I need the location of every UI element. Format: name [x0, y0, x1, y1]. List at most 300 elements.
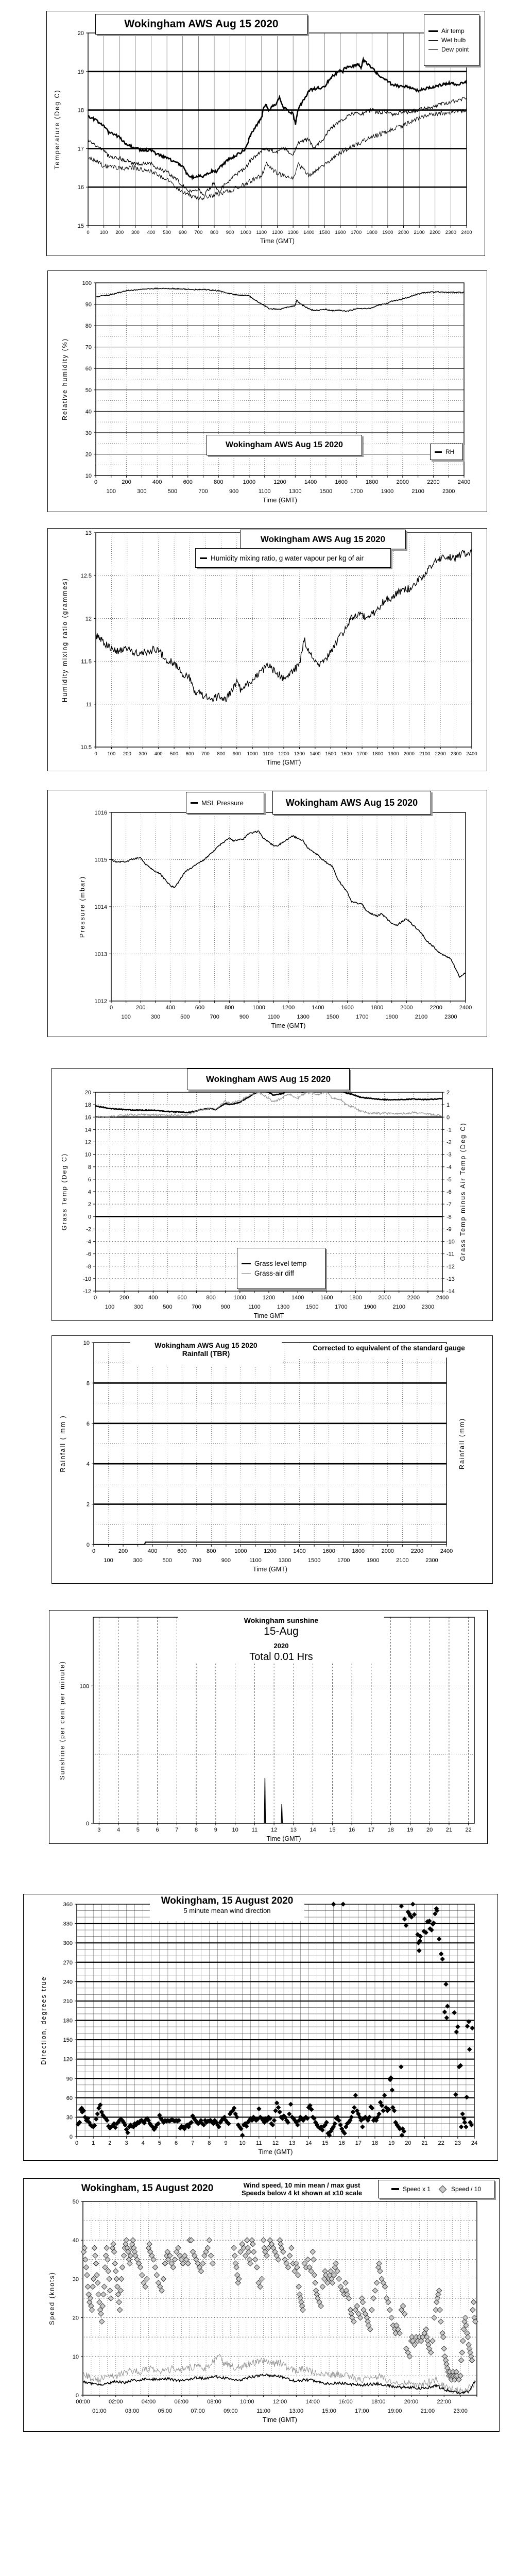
svg-text:-11: -11 [447, 1251, 455, 1258]
svg-text:90: 90 [85, 301, 92, 308]
svg-text:Time GMT: Time GMT [253, 1312, 284, 1319]
svg-text:1200: 1200 [262, 1295, 276, 1301]
chart-press-legend [186, 792, 264, 814]
svg-text:1600: 1600 [341, 751, 352, 757]
svg-text:2400: 2400 [436, 1295, 449, 1301]
svg-text:1900: 1900 [385, 1014, 398, 1020]
svg-text:2000: 2000 [403, 751, 415, 757]
svg-text:400: 400 [147, 1548, 158, 1554]
svg-text:-10: -10 [447, 1239, 455, 1245]
svg-text:1800: 1800 [372, 751, 384, 757]
svg-text:Sunshine (per cent per minute): Sunshine (per cent per minute) [59, 1660, 66, 1780]
svg-text:-6: -6 [86, 1251, 91, 1258]
svg-text:0: 0 [92, 1548, 96, 1554]
svg-text:800: 800 [207, 1548, 216, 1554]
svg-text:20: 20 [77, 30, 84, 37]
svg-text:10:00: 10:00 [239, 2399, 254, 2405]
svg-text:2300: 2300 [421, 1304, 435, 1310]
legend-item-grass-temp [237, 1259, 325, 1268]
svg-text:18: 18 [371, 2140, 379, 2146]
svg-text:20:00: 20:00 [404, 2399, 419, 2405]
svg-text:15: 15 [322, 2140, 329, 2146]
svg-text:700: 700 [192, 1557, 201, 1564]
svg-text:18: 18 [84, 1102, 91, 1109]
chart-rain-note-text: Corrected to equivalent of the standard gauge [313, 1344, 465, 1352]
svg-text:2200: 2200 [407, 1295, 420, 1301]
svg-text:-12: -12 [83, 1289, 91, 1295]
svg-text:200: 200 [115, 230, 124, 235]
svg-text:18: 18 [387, 1827, 394, 1833]
legend-label-speed-div10: Speed / 10 [451, 2185, 482, 2193]
svg-text:16: 16 [84, 1114, 91, 1121]
svg-text:1400: 1400 [291, 1295, 304, 1301]
svg-text:08:00: 08:00 [207, 2399, 221, 2405]
svg-text:0: 0 [87, 230, 90, 235]
svg-text:20: 20 [426, 1827, 433, 1833]
svg-text:120: 120 [63, 2056, 73, 2063]
svg-text:-9: -9 [447, 1226, 452, 1233]
svg-text:-8: -8 [86, 1263, 91, 1270]
svg-text:900: 900 [239, 1014, 249, 1020]
svg-text:800: 800 [206, 1295, 216, 1301]
legend-item-wet-bulb [424, 36, 479, 45]
svg-text:2300: 2300 [442, 488, 455, 495]
svg-text:06:00: 06:00 [174, 2399, 189, 2405]
svg-text:5: 5 [136, 1827, 140, 1833]
svg-text:12: 12 [270, 1827, 278, 1833]
svg-text:200: 200 [136, 1005, 146, 1011]
svg-text:4: 4 [117, 1827, 121, 1833]
svg-text:14: 14 [305, 2140, 312, 2146]
svg-text:-12: -12 [447, 1263, 455, 1270]
chart-rain-title: Wokingham AWS Aug 15 2020 [154, 1341, 258, 1349]
svg-text:700: 700 [201, 751, 210, 757]
svg-text:19: 19 [388, 2140, 395, 2146]
svg-text:1800: 1800 [366, 479, 379, 485]
chart-temperature-title-box [95, 14, 307, 35]
svg-text:0: 0 [447, 1114, 450, 1121]
svg-text:1100: 1100 [263, 751, 273, 757]
svg-text:Relative humidity (%): Relative humidity (%) [61, 337, 68, 421]
grass-diff-line-swatch [242, 1273, 251, 1274]
svg-text:23:00: 23:00 [453, 2408, 468, 2414]
svg-text:02:00: 02:00 [108, 2399, 123, 2405]
svg-text:1100: 1100 [256, 230, 267, 235]
svg-text:1000: 1000 [233, 1295, 247, 1301]
chart-rainfall [52, 1335, 493, 1584]
svg-text:300: 300 [137, 488, 147, 495]
chart-wdir-subtitle: 5 minute mean wind direction [183, 1907, 271, 1914]
svg-text:-5: -5 [447, 1176, 452, 1183]
svg-text:100: 100 [99, 230, 108, 235]
svg-text:1800: 1800 [349, 1295, 362, 1301]
svg-text:2200: 2200 [427, 479, 440, 485]
svg-text:Time (GMT): Time (GMT) [260, 238, 295, 245]
chart-rh-title-box [207, 435, 362, 455]
svg-text:60: 60 [85, 366, 92, 372]
svg-text:-7: -7 [447, 1201, 452, 1208]
svg-text:200: 200 [119, 1295, 129, 1301]
svg-text:1500: 1500 [326, 1014, 339, 1020]
svg-text:Speed (knots): Speed (knots) [48, 2272, 56, 2325]
svg-text:1400: 1400 [293, 1548, 306, 1554]
legend-label-wet-bulb: Wet bulb [441, 37, 466, 44]
svg-text:Pressure (mbar): Pressure (mbar) [79, 875, 86, 938]
svg-text:6: 6 [174, 2140, 178, 2146]
svg-text:2000: 2000 [398, 230, 409, 235]
svg-text:60: 60 [66, 2095, 73, 2102]
svg-text:900: 900 [220, 1304, 230, 1310]
svg-text:18:00: 18:00 [371, 2399, 386, 2405]
svg-text:600: 600 [178, 230, 187, 235]
svg-text:1500: 1500 [307, 1557, 321, 1564]
svg-text:1015: 1015 [94, 857, 107, 863]
svg-text:Grass Temp (Deg C): Grass Temp (Deg C) [61, 1153, 68, 1231]
legend-label-grass-temp: Grass level temp [254, 1260, 307, 1267]
svg-text:1700: 1700 [356, 751, 368, 757]
svg-text:1600: 1600 [320, 1295, 333, 1301]
chart-wspd-legend [378, 2180, 494, 2198]
svg-text:1400: 1400 [303, 230, 315, 235]
chart-wspd-note [230, 2181, 374, 2197]
chart-grass-title: Wokingham AWS Aug 15 2020 [205, 1074, 331, 1084]
svg-text:2400: 2400 [457, 479, 471, 485]
svg-text:1100: 1100 [249, 1557, 262, 1564]
legend-label-dew-point: Dew point [441, 46, 469, 53]
chart-wind-speed [23, 2178, 500, 2432]
svg-text:700: 700 [198, 488, 208, 495]
svg-text:0: 0 [75, 2140, 79, 2146]
chart-svg-rain [52, 1336, 492, 1583]
svg-text:50: 50 [72, 2199, 79, 2205]
svg-text:600: 600 [177, 1548, 187, 1554]
svg-text:500: 500 [162, 1557, 172, 1564]
svg-text:100: 100 [79, 1683, 89, 1690]
svg-text:10: 10 [83, 1340, 90, 1346]
legend-label-msl: MSL Pressure [201, 799, 244, 807]
svg-text:-14: -14 [447, 1289, 455, 1295]
svg-text:8: 8 [208, 2140, 211, 2146]
svg-text:13: 13 [85, 530, 92, 536]
chart-hmr-legend [195, 548, 391, 568]
svg-text:30: 30 [66, 2114, 73, 2121]
svg-text:22: 22 [465, 1827, 472, 1833]
svg-text:-4: -4 [447, 1164, 452, 1171]
svg-text:1014: 1014 [94, 904, 107, 910]
svg-text:2000: 2000 [396, 479, 409, 485]
svg-text:1300: 1300 [287, 230, 299, 235]
svg-text:1400: 1400 [312, 1005, 324, 1011]
svg-text:17: 17 [77, 146, 84, 152]
svg-text:0: 0 [85, 1821, 89, 1827]
svg-text:12: 12 [84, 1139, 91, 1146]
svg-text:12.5: 12.5 [80, 573, 92, 580]
legend-item-hmr [196, 553, 390, 563]
svg-text:100: 100 [121, 1014, 131, 1020]
svg-text:-4: -4 [86, 1239, 91, 1245]
svg-text:Time (GMT): Time (GMT) [271, 1022, 306, 1029]
svg-text:3: 3 [97, 1827, 101, 1833]
chart-temperature [46, 11, 485, 256]
svg-text:1800: 1800 [370, 1005, 384, 1011]
sun-title-line3: 2020 [273, 1642, 289, 1650]
svg-text:900: 900 [226, 230, 234, 235]
svg-text:500: 500 [167, 488, 178, 495]
svg-text:Time (GMT): Time (GMT) [263, 497, 297, 504]
svg-text:1200: 1200 [282, 1005, 295, 1011]
svg-text:05:00: 05:00 [158, 2408, 173, 2414]
svg-text:500: 500 [163, 230, 171, 235]
svg-text:2100: 2100 [414, 230, 425, 235]
svg-text:-2: -2 [447, 1139, 452, 1146]
svg-text:1012: 1012 [94, 998, 107, 1005]
svg-text:0: 0 [69, 2134, 73, 2140]
svg-text:6: 6 [156, 1827, 159, 1833]
svg-text:2400: 2400 [459, 1005, 472, 1011]
svg-text:0: 0 [75, 2393, 79, 2399]
svg-text:2300: 2300 [444, 1014, 457, 1020]
svg-text:1800: 1800 [366, 230, 377, 235]
legend-label-rh: RH [445, 448, 455, 455]
svg-text:Time (GMT): Time (GMT) [266, 759, 301, 766]
svg-text:00:00: 00:00 [76, 2399, 90, 2405]
svg-text:70: 70 [85, 344, 92, 351]
svg-text:1300: 1300 [289, 488, 302, 495]
svg-text:Temperature (Deg C): Temperature (Deg C) [54, 89, 61, 170]
svg-text:12: 12 [85, 616, 92, 622]
svg-text:4: 4 [86, 1461, 90, 1468]
svg-text:04:00: 04:00 [141, 2399, 156, 2405]
chart-rain-note [290, 1344, 488, 1358]
svg-text:800: 800 [217, 751, 226, 757]
svg-text:8: 8 [88, 1164, 91, 1171]
svg-text:800: 800 [214, 479, 224, 485]
chart-temperature-title: Wokingham AWS Aug 15 2020 [124, 18, 279, 30]
svg-text:1900: 1900 [382, 230, 393, 235]
svg-text:1100: 1100 [248, 1304, 261, 1310]
svg-text:1900: 1900 [381, 488, 394, 495]
svg-text:270: 270 [63, 1959, 73, 1966]
svg-text:1700: 1700 [337, 1557, 350, 1564]
hmr-line-swatch [200, 557, 207, 559]
svg-text:2100: 2100 [411, 488, 424, 495]
svg-text:2: 2 [88, 1201, 91, 1208]
svg-text:2: 2 [86, 1501, 90, 1508]
svg-text:500: 500 [180, 1014, 190, 1020]
speed-div10-diamond-swatch [439, 2185, 447, 2193]
chart-sun-title-box [178, 1616, 384, 1663]
svg-text:Time (GMT): Time (GMT) [263, 2416, 297, 2424]
svg-text:2100: 2100 [396, 1557, 409, 1564]
svg-text:10: 10 [239, 2140, 246, 2146]
chart-hmr-title: Wokingham AWS Aug 15 2020 [260, 534, 386, 544]
svg-text:Time (GMT): Time (GMT) [266, 1835, 301, 1842]
wspd-note-line1: Wind speed, 10 min mean / max gust [243, 2181, 360, 2189]
chart-svg-rh [48, 271, 487, 512]
svg-text:100: 100 [106, 488, 116, 495]
chart-rain-title-box [130, 1341, 282, 1366]
svg-text:10: 10 [84, 1151, 91, 1158]
svg-text:360: 360 [63, 1902, 73, 1908]
svg-text:1016: 1016 [94, 810, 107, 816]
svg-text:100: 100 [105, 1304, 115, 1310]
legend-item-speed-div10 [438, 2185, 481, 2193]
svg-text:1400: 1400 [304, 479, 317, 485]
svg-text:20: 20 [72, 2315, 79, 2321]
chart-wdir-title-box [150, 1895, 304, 1921]
chart-hmr-title-box [240, 530, 406, 549]
svg-text:6: 6 [88, 1176, 91, 1183]
svg-text:10: 10 [232, 1827, 238, 1833]
svg-text:12: 12 [272, 2140, 279, 2146]
svg-text:20: 20 [85, 451, 92, 458]
svg-text:2200: 2200 [430, 230, 441, 235]
svg-text:1600: 1600 [335, 479, 348, 485]
chart-grass-legend [237, 1248, 325, 1289]
svg-text:-3: -3 [447, 1151, 452, 1158]
svg-text:14:00: 14:00 [305, 2399, 320, 2405]
svg-text:200: 200 [122, 479, 131, 485]
svg-text:16:00: 16:00 [338, 2399, 353, 2405]
svg-text:300: 300 [131, 230, 140, 235]
svg-text:700: 700 [210, 1014, 219, 1020]
svg-text:400: 400 [152, 479, 162, 485]
svg-text:2100: 2100 [415, 1014, 428, 1020]
svg-text:0: 0 [94, 751, 97, 757]
chart-rain-subtitle: Rainfall (TBR) [182, 1349, 230, 1358]
grass-temp-line-swatch [242, 1263, 251, 1264]
sun-title-line1: Wokingham sunshine [244, 1616, 319, 1624]
svg-text:15: 15 [77, 223, 84, 229]
svg-text:700: 700 [194, 230, 203, 235]
svg-text:24: 24 [471, 2140, 478, 2146]
svg-text:17: 17 [368, 1827, 375, 1833]
svg-text:900: 900 [221, 1557, 231, 1564]
svg-text:30: 30 [85, 430, 92, 436]
svg-text:1000: 1000 [247, 751, 258, 757]
svg-text:40: 40 [72, 2238, 79, 2244]
svg-text:15: 15 [329, 1827, 336, 1833]
chart-rh-title: Wokingham AWS Aug 15 2020 [226, 440, 343, 449]
legend-item-air-temp [424, 26, 479, 36]
chart-temperature-legend [424, 14, 479, 66]
svg-text:-10: -10 [83, 1276, 91, 1282]
svg-text:16: 16 [338, 2140, 345, 2146]
svg-text:10.5: 10.5 [80, 744, 92, 751]
svg-text:1700: 1700 [356, 1014, 369, 1020]
svg-text:09:00: 09:00 [224, 2408, 238, 2414]
svg-text:2300: 2300 [445, 230, 456, 235]
legend-item-speed-x1 [391, 2185, 431, 2193]
svg-text:1: 1 [447, 1102, 450, 1109]
svg-text:Time (GMT): Time (GMT) [253, 1566, 287, 1573]
svg-text:800: 800 [225, 1005, 234, 1011]
svg-text:100: 100 [82, 280, 92, 286]
svg-text:23: 23 [454, 2140, 461, 2146]
svg-text:8: 8 [86, 1380, 90, 1387]
svg-text:Time (GMT): Time (GMT) [258, 2148, 293, 2156]
svg-text:100: 100 [107, 751, 116, 757]
svg-text:0: 0 [88, 1214, 91, 1221]
speed-x1-line-swatch [391, 2188, 399, 2190]
air-temp-line-swatch [428, 30, 438, 32]
svg-text:1800: 1800 [352, 1548, 365, 1554]
svg-text:2000: 2000 [381, 1548, 394, 1554]
svg-text:1200: 1200 [271, 230, 283, 235]
svg-text:2200: 2200 [430, 1005, 442, 1011]
svg-text:1200: 1200 [278, 751, 289, 757]
svg-text:1900: 1900 [367, 1557, 380, 1564]
svg-text:500: 500 [163, 1304, 173, 1310]
svg-text:07:00: 07:00 [191, 2408, 205, 2414]
svg-text:1300: 1300 [297, 1014, 310, 1020]
svg-text:17: 17 [355, 2140, 362, 2146]
svg-text:200: 200 [123, 751, 131, 757]
svg-text:-2: -2 [86, 1226, 91, 1233]
svg-text:200: 200 [118, 1548, 128, 1554]
svg-text:0: 0 [109, 1005, 113, 1011]
svg-text:19: 19 [407, 1827, 414, 1833]
svg-text:1900: 1900 [388, 751, 399, 757]
svg-text:400: 400 [147, 230, 156, 235]
chart-press-title-box [272, 791, 431, 815]
svg-text:1: 1 [92, 2140, 95, 2146]
svg-text:1600: 1600 [341, 1005, 354, 1011]
chart-grass-temp [52, 1068, 493, 1321]
svg-text:11: 11 [251, 1827, 258, 1833]
svg-text:80: 80 [85, 323, 92, 330]
legend-item-rh [431, 447, 462, 456]
svg-text:0: 0 [94, 479, 98, 485]
svg-text:19: 19 [77, 69, 84, 75]
svg-text:14: 14 [310, 1827, 316, 1833]
svg-text:2400: 2400 [461, 230, 472, 235]
svg-text:3: 3 [125, 2140, 128, 2146]
svg-text:40: 40 [85, 409, 92, 415]
svg-text:01:00: 01:00 [92, 2408, 107, 2414]
chart-wspd-title-box [75, 2183, 219, 2194]
rh-line-swatch [435, 451, 442, 453]
svg-text:10: 10 [72, 2353, 79, 2360]
svg-text:11:00: 11:00 [256, 2408, 270, 2414]
svg-text:1600: 1600 [335, 230, 346, 235]
svg-text:Rainfall ( mm ): Rainfall ( mm ) [59, 1415, 66, 1472]
svg-text:300: 300 [134, 1304, 144, 1310]
svg-text:1500: 1500 [306, 1304, 319, 1310]
svg-text:11: 11 [256, 2140, 262, 2146]
legend-item-dew-point [424, 45, 479, 54]
svg-text:1200: 1200 [264, 1548, 277, 1554]
chart-grass-title-box [187, 1069, 350, 1090]
svg-text:21: 21 [421, 2140, 428, 2146]
svg-text:6: 6 [86, 1420, 90, 1427]
legend-item-msl [186, 798, 264, 808]
svg-text:210: 210 [63, 1998, 73, 2005]
svg-text:1300: 1300 [277, 1304, 290, 1310]
chart-svg-temp [47, 11, 485, 256]
svg-text:-6: -6 [447, 1189, 452, 1195]
chart-svg-wspd [24, 2179, 499, 2431]
chart-wdir-title: Wokingham, 15 August 2020 [161, 1895, 294, 1906]
svg-text:0: 0 [93, 1295, 97, 1301]
svg-text:30: 30 [72, 2276, 79, 2283]
svg-text:240: 240 [63, 1979, 73, 1986]
svg-text:1000: 1000 [252, 1005, 265, 1011]
chart-sunshine [49, 1610, 488, 1844]
svg-text:600: 600 [177, 1295, 187, 1301]
svg-text:300: 300 [63, 1940, 73, 1947]
svg-text:0: 0 [86, 1542, 90, 1548]
